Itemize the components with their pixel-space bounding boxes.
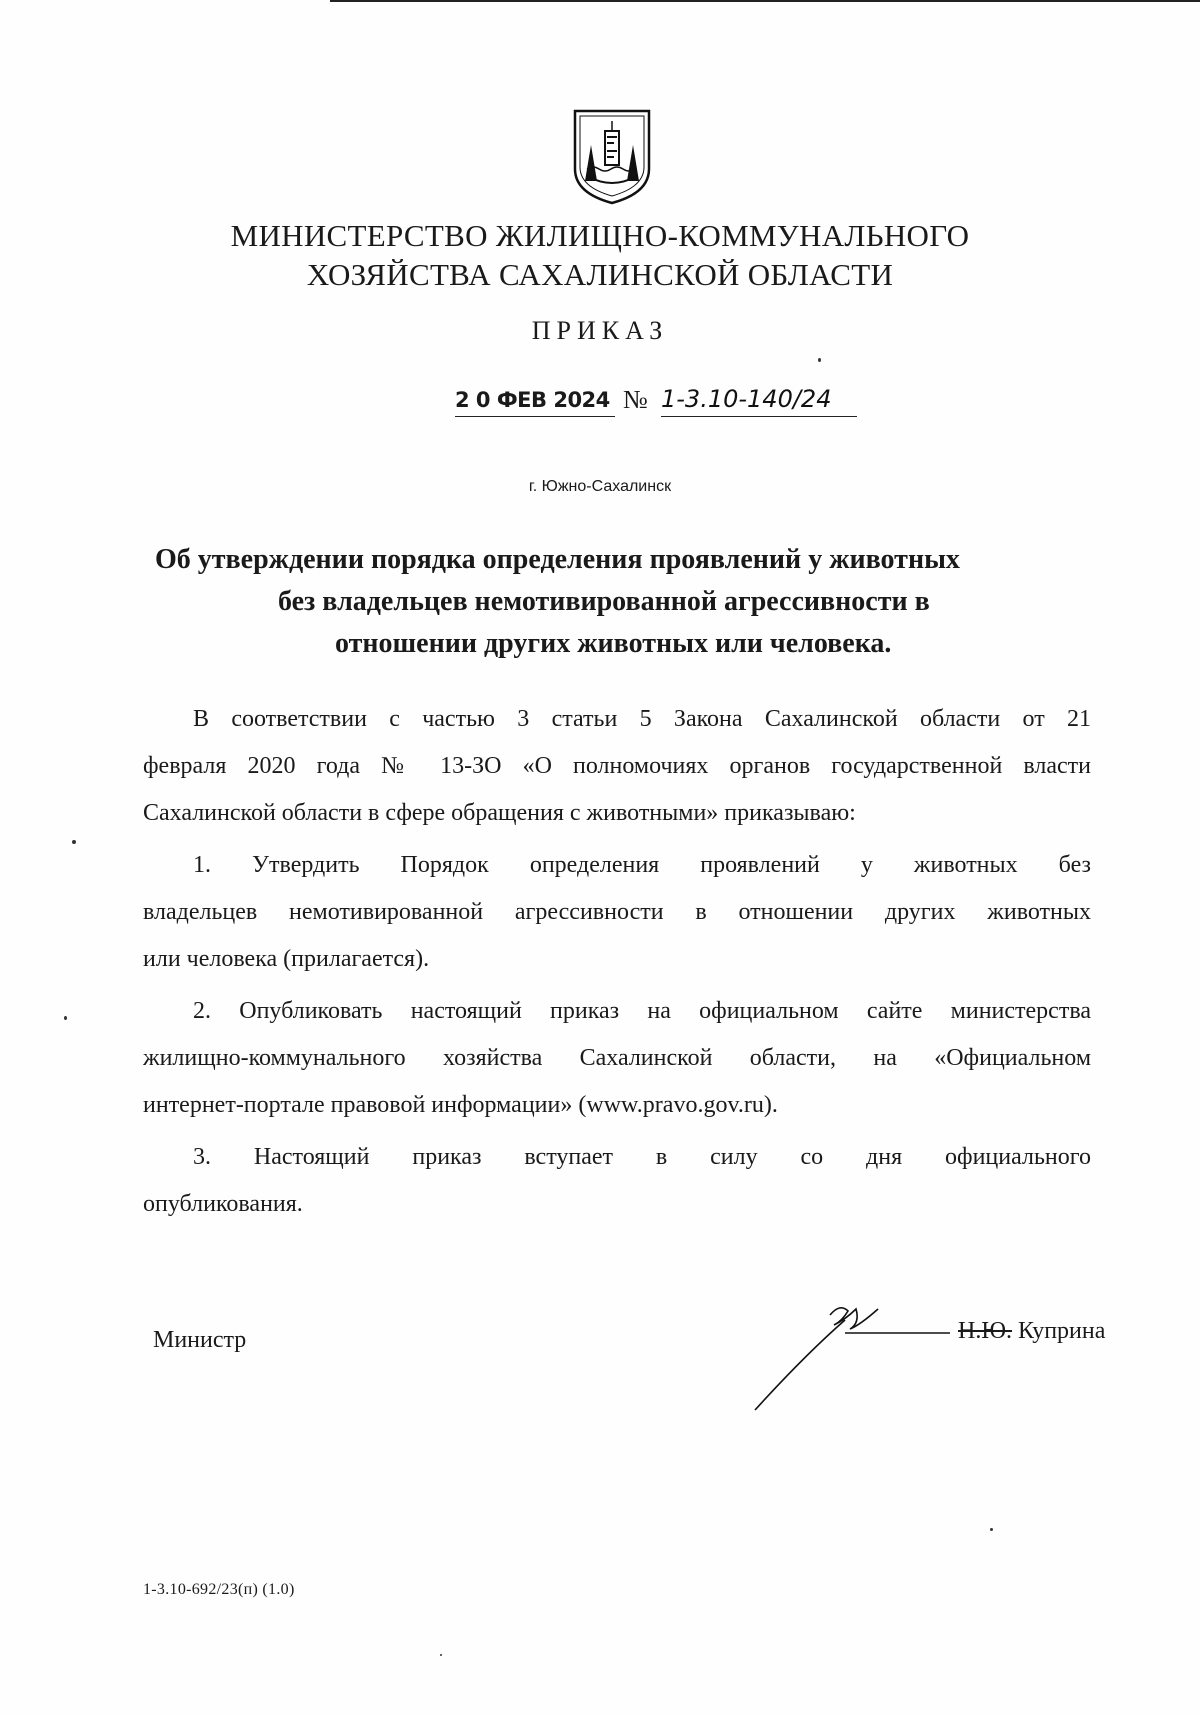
order-title-line1: Об утверждении порядка определения проявлений у животных	[155, 544, 960, 575]
ministry-name-line1: МИНИСТЕРСТВО ЖИЛИЩНО-КОММУНАЛЬНОГО	[230, 218, 970, 253]
body-text-line: опубликования.	[143, 1191, 303, 1217]
scan-speck	[990, 1528, 993, 1531]
document-type-heading: ПРИКАЗ	[531, 316, 669, 345]
scan-top-edge	[330, 0, 1200, 2]
body-text-line: февраля 2020 года № 13-ЗО «О полномочиях органов государственной власти	[143, 753, 1091, 779]
scan-speck	[440, 1654, 442, 1656]
order-number-handwritten: 1-3.10-140/24	[661, 384, 857, 417]
body-text-line: Сахалинской области в сфере обращения с животными» приказываю:	[143, 800, 856, 826]
scan-speck	[64, 1016, 67, 1020]
order-date-stamp: 2 0 ФЕВ 2024	[455, 384, 615, 417]
signatory-initials: Н.Ю.	[958, 1318, 1012, 1344]
body-text-line: 3. Настоящий приказ вступает в силу со дня официального	[193, 1144, 1091, 1170]
document-code: 1-3.10-692/23(п) (1.0)	[143, 1581, 295, 1598]
body-text-line: или человека (прилагается).	[143, 946, 430, 972]
signatory-position: Министр	[153, 1327, 247, 1353]
signatory-name	[958, 1318, 1105, 1345]
signatory-surname: Куприна	[1018, 1318, 1106, 1344]
body-text-line: жилищно-коммунального хозяйства Сахалинской области, на «Официальном	[143, 1045, 1091, 1071]
order-title-line2: без владельцев немотивированной агрессивности в	[278, 586, 930, 617]
body-text-line: интернет-портале правовой информации» (www.pravo.gov.ru).	[143, 1092, 778, 1118]
scan-speck	[818, 358, 821, 362]
body-text-line: владельцев немотивированной агрессивности в отношении других животных	[143, 899, 1091, 925]
sakhalin-coat-of-arms-icon	[569, 107, 655, 207]
date-number-line	[455, 384, 875, 420]
number-sign: №	[623, 385, 648, 414]
scan-speck	[72, 840, 76, 844]
handwritten-signature-icon	[745, 1285, 975, 1415]
ministry-name-line2: ХОЗЯЙСТВА САХАЛИНСКОЙ ОБЛАСТИ	[306, 257, 894, 292]
body-text-line: 2. Опубликовать настоящий приказ на официальном сайте министерства	[193, 998, 1091, 1024]
body-text-line: В соответствии с частью 3 статьи 5 Закона Сахалинской области от 21	[193, 706, 1091, 732]
order-title-line3: отношении других животных или человека.	[335, 628, 892, 659]
issue-city: г. Южно-Сахалинск	[528, 478, 672, 495]
body-text-line: 1. Утвердить Порядок определения проявлений у животных без	[193, 852, 1091, 878]
